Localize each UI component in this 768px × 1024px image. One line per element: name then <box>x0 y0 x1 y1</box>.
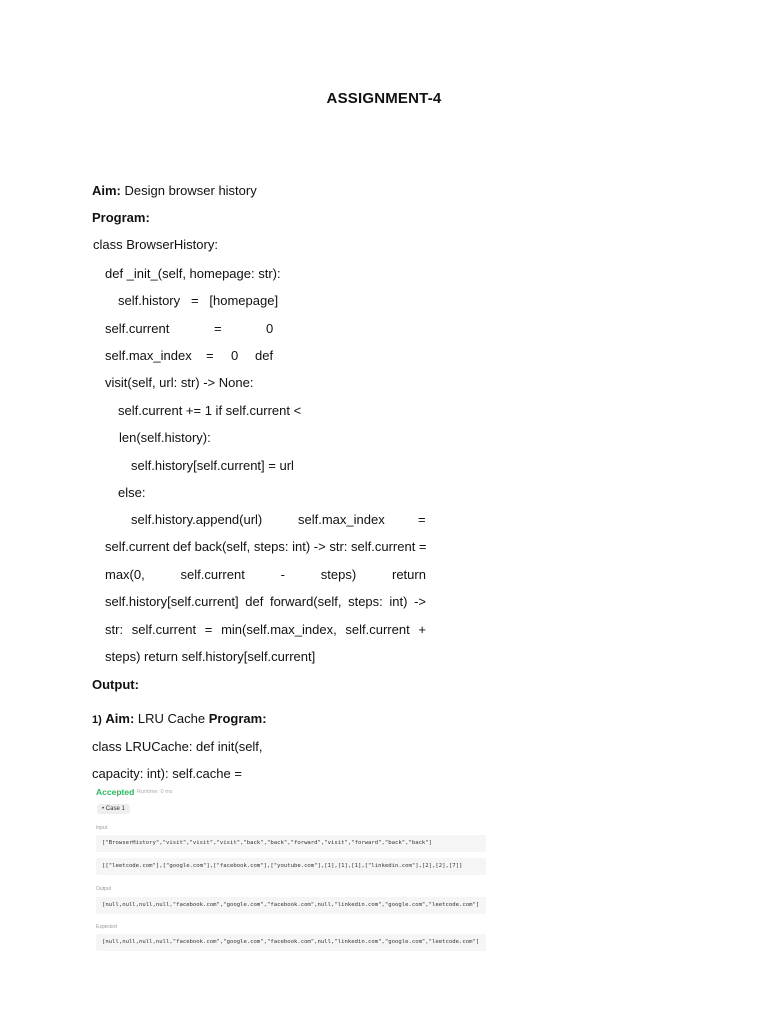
code-line: def <box>255 348 274 363</box>
code-line: = <box>418 512 426 527</box>
code-line-justified <box>105 621 426 639</box>
code-word: def <box>245 594 264 609</box>
input-box: [["leetcode.com"],["google.com"],["facebook.com"],["youtube.com"],[1],[1],[1],["linkedin.com"],[2],[2],[7]] <box>96 858 486 875</box>
code-word: steps) <box>320 567 357 582</box>
accepted-status: Accepted <box>96 787 135 797</box>
code-line: self.current += 1 if self.current < <box>118 403 302 418</box>
code-part: (self, <box>234 739 263 754</box>
code-word: self.current <box>345 622 410 637</box>
code-word: self.history[self.current] <box>105 594 239 609</box>
code-word: max(0, <box>105 567 145 582</box>
code-line: self.history = [homepage] <box>118 293 279 308</box>
expected-box: [null,null,null,null,"facebook.com","google.com","facebook.com",null,"linkedin.com","google.com","leetcode.com"] <box>96 934 486 951</box>
code-word: - <box>280 567 285 582</box>
code-line: self.current def back(self, steps: int) -> str: self.current = <box>105 539 427 554</box>
code-word: int) <box>389 594 408 609</box>
code-word: str: <box>105 622 124 637</box>
section-number: 1) <box>92 714 102 726</box>
code-part: class LRUCache: def <box>92 739 218 754</box>
result-screenshot <box>94 784 488 956</box>
code-line: visit(self, url: str) -> None: <box>105 375 254 390</box>
aim-line <box>92 182 257 200</box>
code-word: steps: <box>348 594 383 609</box>
code-line: self.max_index <box>298 512 385 527</box>
input-box: ["BrowserHistory","visit","visit","visit","back","back","forward","visit","forward","back","back"] <box>96 835 486 852</box>
code-word: forward(self, <box>269 594 342 609</box>
output-label: Output <box>96 886 112 892</box>
expected-label: Expected <box>96 924 117 930</box>
section2-heading <box>92 710 267 729</box>
code-word: self.current <box>131 622 197 637</box>
case-tab[interactable]: • Case 1 <box>97 804 130 814</box>
code-part: init <box>217 739 235 754</box>
runtime-text: Runtime: 0 ms <box>137 789 173 795</box>
code-line: 0 <box>231 348 239 363</box>
program-label-text: Program: <box>92 210 150 225</box>
code-word: min(self.max_index, <box>221 622 337 637</box>
output-label <box>92 676 139 694</box>
code-line: = <box>214 321 222 336</box>
output-label-text: Output: <box>92 677 139 692</box>
code-word: + <box>418 622 426 637</box>
code-line: 0 <box>266 321 274 336</box>
aim-label: Aim: <box>92 183 121 198</box>
code-line: self.max_index <box>105 348 192 363</box>
code-line: self.history[self.current] = url <box>131 458 294 473</box>
aim-label: Aim: <box>105 711 135 726</box>
input-label: Input <box>96 825 108 831</box>
code-line: class BrowserHistory: <box>93 237 218 252</box>
code-line: self.history.append(url) <box>131 512 263 527</box>
program-label <box>92 209 150 227</box>
code-line: self.current <box>105 321 170 336</box>
aim-text: Design browser history <box>124 183 257 198</box>
code-line-justified <box>105 593 426 611</box>
code-line: else: <box>118 485 146 500</box>
code-word: self.current <box>180 567 245 582</box>
page-title: ASSIGNMENT-4 <box>326 90 442 107</box>
code-line: def _init_(self, homepage: str): <box>105 266 281 281</box>
code-word: return <box>391 567 426 582</box>
code-line: capacity: int): self.cache = <box>92 766 242 781</box>
code-line <box>92 738 263 756</box>
output-box: [null,null,null,null,"facebook.com","google.com","facebook.com",null,"linkedin.com","google.com","leetcode.com"] <box>96 897 486 914</box>
code-line: steps) return self.history[self.current] <box>105 649 316 664</box>
code-line: = <box>206 348 214 363</box>
program-label: Program: <box>208 711 267 726</box>
code-line: len(self.history): <box>119 430 211 445</box>
code-word: -> <box>414 594 426 609</box>
aim-text: LRU Cache <box>137 711 206 726</box>
code-line-justified <box>105 566 426 584</box>
code-word: = <box>204 622 213 637</box>
